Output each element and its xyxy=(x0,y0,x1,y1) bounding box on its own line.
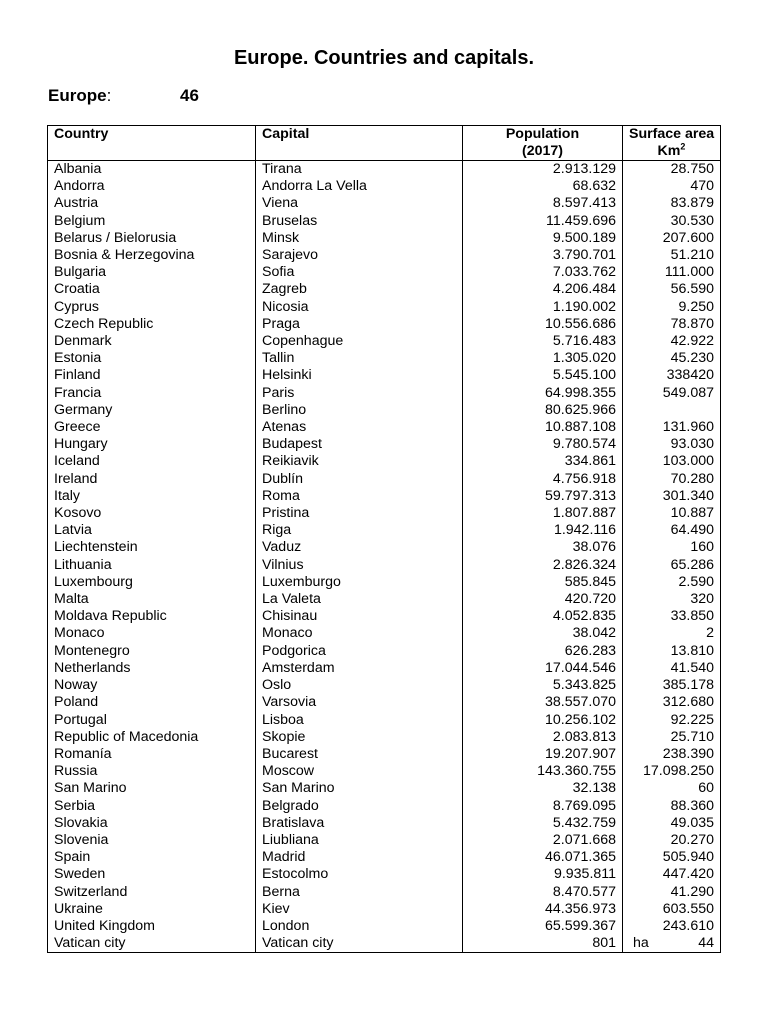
capital-cell: Bruselas xyxy=(256,213,463,230)
table-row xyxy=(48,522,721,539)
country-cell: United Kingdom xyxy=(48,918,256,935)
surface-area-cell xyxy=(623,213,721,230)
table-row xyxy=(48,866,721,883)
area-value: 17.098.250 xyxy=(642,763,714,780)
table-row xyxy=(48,694,721,711)
capital-cell: Monaco xyxy=(256,625,463,642)
capital-cell: Paris xyxy=(256,385,463,402)
area-value: 78.870 xyxy=(670,315,714,332)
surface-area-cell xyxy=(623,694,721,711)
population-cell: 44.356.973 xyxy=(463,901,623,918)
capital-cell: Oslo xyxy=(256,677,463,694)
surface-area-cell xyxy=(623,798,721,815)
table-row xyxy=(48,402,721,419)
table-row xyxy=(48,505,721,522)
table-row xyxy=(48,436,721,453)
population-cell: 1.305.020 xyxy=(463,350,623,367)
table-row xyxy=(48,918,721,935)
capital-cell: Roma xyxy=(256,488,463,505)
area-value: 470 xyxy=(690,178,714,195)
surface-area-cell xyxy=(623,935,721,953)
surface-area-cell xyxy=(623,780,721,797)
surface-area-cell xyxy=(623,264,721,281)
capital-cell: Pristina xyxy=(256,505,463,522)
area-value: 92.225 xyxy=(670,711,714,728)
table-row xyxy=(48,729,721,746)
population-cell: 8.769.095 xyxy=(463,798,623,815)
surface-area-cell xyxy=(623,505,721,522)
table-row xyxy=(48,539,721,556)
table-row xyxy=(48,625,721,642)
population-cell: 801 xyxy=(463,935,623,953)
population-cell: 7.033.762 xyxy=(463,264,623,281)
capital-cell: Minsk xyxy=(256,230,463,247)
country-cell: Latvia xyxy=(48,522,256,539)
country-cell: Netherlands xyxy=(48,660,256,677)
population-cell: 10.256.102 xyxy=(463,712,623,729)
surface-area-cell xyxy=(623,763,721,780)
country-cell: Iceland xyxy=(48,453,256,470)
population-cell: 17.044.546 xyxy=(463,660,623,677)
capital-cell: Lisboa xyxy=(256,712,463,729)
capital-cell: Budapest xyxy=(256,436,463,453)
capital-cell: Andorra La Vella xyxy=(256,178,463,195)
capital-cell: Berlino xyxy=(256,402,463,419)
country-cell: Croatia xyxy=(48,281,256,298)
population-cell: 64.998.355 xyxy=(463,385,623,402)
surface-area-cell xyxy=(623,522,721,539)
table-row xyxy=(48,677,721,694)
surface-area-cell xyxy=(623,230,721,247)
population-cell: 626.283 xyxy=(463,643,623,660)
area-value: 64.490 xyxy=(670,522,714,539)
population-cell: 5.343.825 xyxy=(463,677,623,694)
capital-cell: Sofia xyxy=(256,264,463,281)
country-cell: Italy xyxy=(48,488,256,505)
header-surface-area: Surface area Km$^2$ xyxy=(623,126,721,161)
population-cell: 334.861 xyxy=(463,453,623,470)
capital-cell: Vatican city xyxy=(256,935,463,953)
area-value: 70.280 xyxy=(670,470,714,487)
capital-cell: Vilnius xyxy=(256,557,463,574)
capital-cell: Copenhague xyxy=(256,333,463,350)
surface-area-cell xyxy=(623,195,721,212)
population-cell: 10.556.686 xyxy=(463,316,623,333)
surface-area-cell xyxy=(623,488,721,505)
population-cell: 38.076 xyxy=(463,539,623,556)
population-cell: 3.790.701 xyxy=(463,247,623,264)
population-cell: 5.432.759 xyxy=(463,815,623,832)
capital-cell: Sarajevo xyxy=(256,247,463,264)
area-value: 301.340 xyxy=(662,487,714,504)
country-cell: Liechtenstein xyxy=(48,539,256,556)
capital-cell: Skopie xyxy=(256,729,463,746)
table-row xyxy=(48,488,721,505)
country-cell: Germany xyxy=(48,402,256,419)
population-cell: 38.557.070 xyxy=(463,694,623,711)
table-row xyxy=(48,299,721,316)
table-row xyxy=(48,453,721,470)
table-row xyxy=(48,281,721,298)
capital-cell: Kiev xyxy=(256,901,463,918)
country-cell: Belarus / Bielorusia xyxy=(48,230,256,247)
capital-cell: Belgrado xyxy=(256,798,463,815)
capital-cell: Bratislava xyxy=(256,815,463,832)
header-population: Population (2017) xyxy=(463,126,623,161)
table-row xyxy=(48,195,721,212)
population-cell: 32.138 xyxy=(463,780,623,797)
area-value: 505.940 xyxy=(662,849,714,866)
country-cell: Slovenia xyxy=(48,832,256,849)
capital-cell: Atenas xyxy=(256,419,463,436)
country-cell: Russia xyxy=(48,763,256,780)
country-cell: Belgium xyxy=(48,213,256,230)
population-cell: 65.599.367 xyxy=(463,918,623,935)
table-row xyxy=(48,746,721,763)
area-value: 338420 xyxy=(666,367,714,384)
country-cell: Hungary xyxy=(48,436,256,453)
country-cell: Austria xyxy=(48,195,256,212)
country-cell: Bulgaria xyxy=(48,264,256,281)
table-row xyxy=(48,815,721,832)
area-value: 10.887 xyxy=(670,505,714,522)
surface-area-cell xyxy=(623,866,721,883)
area-value: 131.960 xyxy=(662,419,714,436)
capital-cell: Berna xyxy=(256,884,463,901)
population-cell: 143.360.755 xyxy=(463,763,623,780)
country-cell: San Marino xyxy=(48,780,256,797)
table-row xyxy=(48,643,721,660)
capital-cell: Zagreb xyxy=(256,281,463,298)
table-row xyxy=(48,574,721,591)
population-cell: 1.942.116 xyxy=(463,522,623,539)
country-cell: Ireland xyxy=(48,471,256,488)
area-value: 207.600 xyxy=(662,229,714,246)
population-cell: 80.625.966 xyxy=(463,402,623,419)
surface-area-cell xyxy=(623,712,721,729)
population-cell: 8.597.413 xyxy=(463,195,623,212)
surface-area-cell xyxy=(623,419,721,436)
country-cell: Ukraine xyxy=(48,901,256,918)
area-value: 385.178 xyxy=(662,677,714,694)
area-value: 238.390 xyxy=(662,745,714,762)
capital-cell: San Marino xyxy=(256,780,463,797)
surface-area-cell xyxy=(623,385,721,402)
table-row xyxy=(48,557,721,574)
area-value: 60 xyxy=(698,780,714,797)
table-row xyxy=(48,780,721,797)
surface-area-cell xyxy=(623,815,721,832)
table-row xyxy=(48,350,721,367)
surface-area-cell xyxy=(623,746,721,763)
population-cell: 420.720 xyxy=(463,591,623,608)
surface-area-cell xyxy=(623,350,721,367)
capital-cell: Moscow xyxy=(256,763,463,780)
population-cell: 68.632 xyxy=(463,178,623,195)
table-row xyxy=(48,471,721,488)
population-cell: 5.716.483 xyxy=(463,333,623,350)
capital-cell: Vaduz xyxy=(256,539,463,556)
table-row xyxy=(48,608,721,625)
surface-area-cell xyxy=(623,316,721,333)
table-row xyxy=(48,316,721,333)
capital-cell: Madrid xyxy=(256,849,463,866)
area-value: 41.540 xyxy=(670,659,714,676)
country-cell: Greece xyxy=(48,419,256,436)
country-cell: Switzerland xyxy=(48,884,256,901)
area-unit-label: ha xyxy=(633,935,649,952)
population-cell: 9.780.574 xyxy=(463,436,623,453)
table-row xyxy=(48,264,721,281)
table-row xyxy=(48,419,721,436)
surface-area-cell xyxy=(623,402,721,419)
population-cell: 46.071.365 xyxy=(463,849,623,866)
country-cell: Sweden xyxy=(48,866,256,883)
capital-cell: Tallin xyxy=(256,350,463,367)
country-cell: Republic of Macedonia xyxy=(48,729,256,746)
table-row xyxy=(48,230,721,247)
population-cell: 1.190.002 xyxy=(463,299,623,316)
area-value: 2 xyxy=(706,625,714,642)
capital-cell: Helsinki xyxy=(256,367,463,384)
area-value: 83.879 xyxy=(670,195,714,212)
surface-area-cell xyxy=(623,849,721,866)
area-value: 103.000 xyxy=(662,453,714,470)
surface-area-cell xyxy=(623,247,721,264)
surface-area-cell xyxy=(623,832,721,849)
area-value: 51.210 xyxy=(670,247,714,264)
table-row xyxy=(48,901,721,918)
surface-area-cell xyxy=(623,436,721,453)
country-cell: Kosovo xyxy=(48,505,256,522)
table-header-row xyxy=(48,126,721,161)
area-value: 45.230 xyxy=(670,350,714,367)
header-capital: Capital xyxy=(256,126,463,161)
area-value: 603.550 xyxy=(662,900,714,917)
area-value: 9.250 xyxy=(678,298,714,315)
country-cell: Poland xyxy=(48,694,256,711)
surface-area-cell xyxy=(623,625,721,642)
surface-area-cell xyxy=(623,161,721,179)
summary-line xyxy=(48,84,199,108)
area-value: 88.360 xyxy=(670,797,714,814)
area-value: 447.420 xyxy=(662,866,714,883)
country-cell: Vatican city xyxy=(48,935,256,953)
table-row xyxy=(48,247,721,264)
table-row xyxy=(48,832,721,849)
capital-cell: Varsovia xyxy=(256,694,463,711)
population-cell: 2.071.668 xyxy=(463,832,623,849)
surface-area-cell xyxy=(623,299,721,316)
country-cell: Francia xyxy=(48,385,256,402)
capital-cell: Amsterdam xyxy=(256,660,463,677)
capital-cell: La Valeta xyxy=(256,591,463,608)
table-row xyxy=(48,591,721,608)
area-value: 30.530 xyxy=(670,212,714,229)
country-cell: Finland xyxy=(48,367,256,384)
country-cell: Estonia xyxy=(48,350,256,367)
capital-cell: Dublín xyxy=(256,471,463,488)
area-value: 320 xyxy=(690,591,714,608)
capital-cell: Riga xyxy=(256,522,463,539)
table-row xyxy=(48,660,721,677)
countries-table xyxy=(47,125,721,953)
country-cell: Luxembourg xyxy=(48,574,256,591)
country-cell: Portugal xyxy=(48,712,256,729)
table-row xyxy=(48,385,721,402)
area-value: 111.000 xyxy=(664,264,714,281)
area-value: 312.680 xyxy=(662,694,714,711)
area-value: 44 xyxy=(698,935,714,952)
area-value: 160 xyxy=(690,539,714,556)
area-value: 33.850 xyxy=(670,608,714,625)
capital-cell: Praga xyxy=(256,316,463,333)
surface-area-cell xyxy=(623,574,721,591)
population-cell: 10.887.108 xyxy=(463,419,623,436)
table-row xyxy=(48,763,721,780)
country-cell: Slovakia xyxy=(48,815,256,832)
summary-label: Europe: xyxy=(48,86,112,105)
table-row xyxy=(48,178,721,195)
area-value: 56.590 xyxy=(670,281,714,298)
surface-area-cell xyxy=(623,281,721,298)
population-cell: 2.083.813 xyxy=(463,729,623,746)
country-cell: Noway xyxy=(48,677,256,694)
population-cell: 2.913.129 xyxy=(463,161,623,179)
area-value: 93.030 xyxy=(670,436,714,453)
country-cell: Lithuania xyxy=(48,557,256,574)
capital-cell: Nicosia xyxy=(256,299,463,316)
population-cell: 1.807.887 xyxy=(463,505,623,522)
area-value: 49.035 xyxy=(670,814,714,831)
capital-cell: Podgorica xyxy=(256,643,463,660)
population-cell: 2.826.324 xyxy=(463,557,623,574)
table-row xyxy=(48,884,721,901)
country-cell: Malta xyxy=(48,591,256,608)
capital-cell: Liubliana xyxy=(256,832,463,849)
table-row xyxy=(48,798,721,815)
country-cell: Spain xyxy=(48,849,256,866)
surface-area-cell xyxy=(623,453,721,470)
area-value: 28.750 xyxy=(670,161,714,177)
area-value: 13.810 xyxy=(670,642,714,659)
surface-area-cell xyxy=(623,901,721,918)
capital-cell: Viena xyxy=(256,195,463,212)
capital-cell: Bucarest xyxy=(256,746,463,763)
capital-cell: Chisinau xyxy=(256,608,463,625)
country-cell: Andorra xyxy=(48,178,256,195)
population-cell: 585.845 xyxy=(463,574,623,591)
country-cell: Cyprus xyxy=(48,299,256,316)
population-cell: 8.470.577 xyxy=(463,884,623,901)
area-value: 20.270 xyxy=(670,831,714,848)
table-row xyxy=(48,712,721,729)
summary-colon: : xyxy=(106,86,112,105)
area-value: 2.590 xyxy=(678,573,714,590)
surface-area-cell xyxy=(623,333,721,350)
population-cell: 19.207.907 xyxy=(463,746,623,763)
capital-cell: Estocolmo xyxy=(256,866,463,883)
area-value: 42.922 xyxy=(670,333,714,350)
area-value: 549.087 xyxy=(662,384,714,401)
surface-area-cell xyxy=(623,677,721,694)
table-row xyxy=(48,333,721,350)
population-cell: 4.756.918 xyxy=(463,471,623,488)
population-cell: 5.545.100 xyxy=(463,367,623,384)
surface-area-cell xyxy=(623,591,721,608)
capital-cell: Tirana xyxy=(256,161,463,179)
country-cell: Serbia xyxy=(48,798,256,815)
surface-area-cell xyxy=(623,918,721,935)
capital-cell: London xyxy=(256,918,463,935)
population-cell: 4.052.835 xyxy=(463,608,623,625)
area-value: 243.610 xyxy=(662,917,714,934)
country-cell: Albania xyxy=(48,161,256,179)
surface-area-cell xyxy=(623,660,721,677)
table-row xyxy=(48,213,721,230)
population-cell: 9.935.811 xyxy=(463,866,623,883)
surface-area-cell xyxy=(623,729,721,746)
population-cell: 4.206.484 xyxy=(463,281,623,298)
country-cell: Monaco xyxy=(48,625,256,642)
table-body xyxy=(48,161,721,953)
surface-area-cell xyxy=(623,539,721,556)
country-cell: Moldava Republic xyxy=(48,608,256,625)
population-cell: 59.797.313 xyxy=(463,488,623,505)
surface-area-cell xyxy=(623,178,721,195)
capital-cell: Reikiavik xyxy=(256,453,463,470)
population-cell: 11.459.696 xyxy=(463,213,623,230)
area-value: 25.710 xyxy=(670,728,714,745)
country-cell: Denmark xyxy=(48,333,256,350)
capital-cell: Luxemburgo xyxy=(256,574,463,591)
surface-area-cell xyxy=(623,557,721,574)
table-row xyxy=(48,367,721,384)
country-count: 46 xyxy=(180,86,199,105)
country-cell: Romanía xyxy=(48,746,256,763)
population-cell: 9.500.189 xyxy=(463,230,623,247)
table-row xyxy=(48,161,721,179)
country-cell: Montenegro xyxy=(48,643,256,660)
area-value: 65.286 xyxy=(670,556,714,573)
surface-area-cell xyxy=(623,608,721,625)
surface-area-cell xyxy=(623,643,721,660)
country-cell: Bosnia & Herzegovina xyxy=(48,247,256,264)
page-title: Europe. Countries and capitals. xyxy=(233,47,535,69)
population-cell: 38.042 xyxy=(463,625,623,642)
area-value: 41.290 xyxy=(670,883,714,900)
header-country: Country xyxy=(48,126,256,161)
country-cell: Czech Republic xyxy=(48,316,256,333)
table-row xyxy=(48,935,721,953)
surface-area-cell xyxy=(623,471,721,488)
surface-area-cell xyxy=(623,884,721,901)
table-row xyxy=(48,849,721,866)
surface-area-cell xyxy=(623,367,721,384)
